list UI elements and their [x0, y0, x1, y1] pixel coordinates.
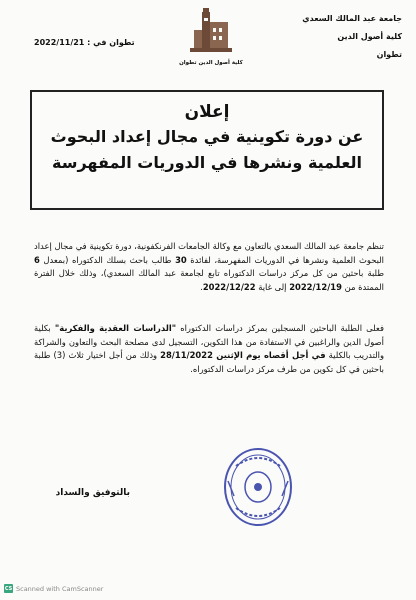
p1-text-e: طلبة باحثين من كل مركز دراسات الدكتوراه تابع لجامعة عبد المالك السعدي)، وذلك خلال الفترة الممتدة من [34, 268, 384, 292]
announcement-title-line2: العلمية ونشرها في الدوريات المفهرسة [52, 153, 362, 172]
camscanner-icon: CS [4, 585, 13, 592]
official-stamp-icon [222, 446, 294, 528]
p1-text-g: إلى غاية [255, 281, 290, 292]
p1-text-a: تنظم جامعة عبد المالك السعدي بالتعاون مع وكالة الجامعات الفرنكفونية، دورة تكوينية في مجال إعداد البحوث العلمية ونشرها في الدوريات المفهرسة، لفائدة [34, 241, 385, 265]
faculty-logo-icon [188, 8, 234, 60]
university-name: جامعة عبد المالك السعدي [302, 14, 402, 23]
announcement-heading: إعلان [184, 102, 230, 122]
p2-center-name: "الدراسات العقدية والفكرية" [54, 323, 177, 333]
p1-participants-count: 30 [175, 254, 187, 265]
p2-text-a: فعلى الطلبة الباحثين المسجلين بمركز دراسات الدكتوراه [176, 323, 384, 333]
document-date: تطوان في : 2022/11/21 [34, 38, 135, 47]
p2-text-e: وذلك من أجل اختيار ثلاث (3) طلبة باحثين في كل تكوين من طرف مركز دراسات الدكتوراه. [34, 350, 384, 374]
p1-per-center-count: 6 [34, 254, 40, 265]
scanner-watermark [4, 584, 103, 593]
paragraph-registration [34, 322, 384, 376]
p1-start-date: 2022/12/19 [289, 281, 342, 292]
institution-header [292, 14, 402, 68]
scanner-label: Scanned with CamScanner [16, 584, 104, 593]
logo-caption: كلية أصول الدين تطوان [179, 60, 243, 66]
p1-text-i: . [200, 281, 203, 292]
announcement-title-line1: عن دورة تكوينية في مجال إعداد البحوث [50, 127, 364, 146]
p2-text-c: بكلية أصول الدين والراغبين في الاستفادة من هذا التكوين، التسجيل لدى مصلحة البحث والتعاون والشراكة والتدريب بالكلية [34, 323, 385, 360]
p2-deadline: في أجل أقصاه يوم الإثنين 28/11/2022 [160, 350, 326, 360]
faculty-name: كلية أصول الدين [337, 32, 402, 41]
p1-end-date: 2022/12/22 [202, 281, 256, 292]
closing-remark: بالتوفيق والسداد [55, 488, 130, 498]
p1-text-c: طالب باحث بسلك الدكتوراه (بمعدل [39, 254, 176, 265]
city-name: تطوان [376, 50, 402, 59]
announcement-title-box [30, 90, 384, 210]
paragraph-course-details [34, 240, 384, 294]
